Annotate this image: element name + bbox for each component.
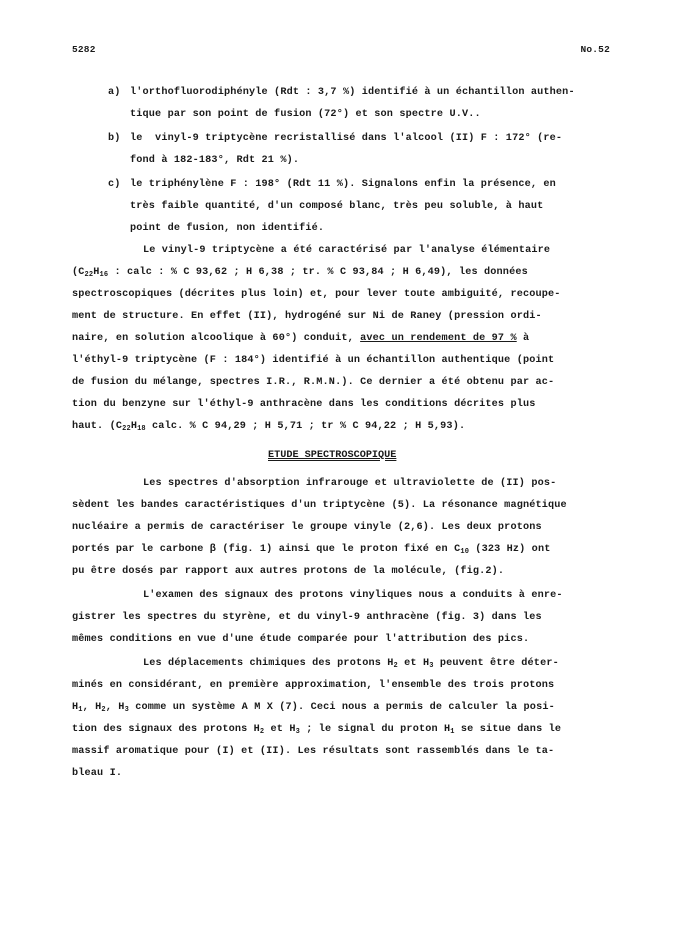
para2-line-2: sèdent les bandes caractéristiques d'un triptycène (5). La résonance magnétique xyxy=(72,500,567,511)
para4-line-5: massif aromatique pour (I) et (II). Les résultats sont rassemblés dans le ta- xyxy=(72,746,555,757)
para1-line-6: l'éthyl-9 triptycène (F : 184°) identifié à un échantillon authentique (point xyxy=(72,355,555,366)
para1-line-1: Le vinyl-9 triptycène a été caractérisé par l'analyse élémentaire xyxy=(143,245,551,256)
list-label-a: a) xyxy=(108,87,121,98)
list-item-a-line-2: tique par son point de fusion (72°) et son spectre U.V.. xyxy=(130,109,481,120)
para3-line-1: L'examen des signaux des protons vinyliques nous a conduits à enre- xyxy=(143,590,563,601)
para1-line-8: tion du benzyne sur l'éthyl-9 anthracène dans les conditions décrites plus xyxy=(72,399,536,410)
para4-line-6: bleau I. xyxy=(72,768,123,779)
para1-line-7: de fusion du mélange, spectres I.R., R.M.N.). Ce dernier a été obtenu par ac- xyxy=(72,377,555,388)
para1-line-2: ($C_{22}H_{16}$ : calc : % C 93,62 ; H 6,38 ; tr. % C 93,84 ; H 6,49), les données xyxy=(72,267,528,279)
para1-line-4: ment de structure. En effet (II), hydrogéné sur Ni de Raney (pression ordi- xyxy=(72,311,542,322)
para1-line-3: spectroscopiques (décrites plus loin) et, pour lever toute ambiguité, recoupe- xyxy=(72,289,561,300)
list-item-b-line-1: le vinyl-9 triptycène recristallisé dans l'alcool (II) F : 172° (re- xyxy=(130,133,563,144)
para4-line-2: minés en considérant, en première approximation, l'ensemble des trois protons xyxy=(72,680,555,691)
para2-line-3: nucléaire a permis de caractériser le groupe vinyle (2,6). Les deux protons xyxy=(72,522,542,533)
para4-line-3: $H_1$, $H_2$, $H_3$ comme un système A M X (7). Ceci nous a permis de calculer la posi- xyxy=(72,702,555,714)
para3-line-3: mêmes conditions en vue d'une étude comparée pour l'attribution des pics. xyxy=(72,634,530,645)
para4-line-1: Les déplacements chimiques des protons $H_2$ et $H_3$ peuvent être déter- xyxy=(143,658,559,670)
list-item-a-line-1: l'orthofluorodiphényle (Rdt : 3,7 %) identifié à un échantillon authen- xyxy=(130,87,575,98)
section-title: ETUDE SPECTROSCOPIQUE xyxy=(268,450,397,461)
para1-line-5: naire, en solution alcoolique à 60°) conduit, avec un rendement de 97 % à xyxy=(72,333,530,344)
list-item-c-line-1: le triphénylène F : 198° (Rdt 11 %). Signalons enfin la présence, en xyxy=(130,179,556,190)
para1-line-9: haut. ($C_{22}H_{18}$ calc. % C 94,29 ; H 5,71 ; tr % C 94,22 ; H 5,93). xyxy=(72,421,466,433)
para2-line-4: portés par le carbone β (fig. 1) ainsi que le proton fixé en $C_{10}$ (323 Hz) ont xyxy=(72,544,551,556)
list-item-c-line-2: très faible quantité, d'un composé blanc, très peu soluble, à haut xyxy=(130,201,544,212)
list-label-b: b) xyxy=(108,133,121,144)
para4-line-4: tion des signaux des protons $H_2$ et $H_3$ ; le signal du proton $H_1$ se situe dans le xyxy=(72,724,562,736)
para2-line-5: pu être dosés par rapport aux autres protons de la molécule, (fig.2). xyxy=(72,566,505,577)
underlined-yield: avec un rendement de 97 % xyxy=(360,333,517,344)
list-label-c: c) xyxy=(108,179,121,190)
list-item-c-line-3: point de fusion, non identifié. xyxy=(130,223,325,234)
page-number: 5282 xyxy=(72,44,96,55)
para3-line-2: gistrer les spectres du styrène, et du vinyl-9 anthracène (fig. 3) dans les xyxy=(72,612,542,623)
para2-line-1: Les spectres d'absorption infrarouge et ultraviolette de (II) pos- xyxy=(143,478,557,489)
issue-number: No.52 xyxy=(580,44,610,55)
list-item-b-line-2: fond à 182-183°, Rdt 21 %). xyxy=(130,155,300,166)
